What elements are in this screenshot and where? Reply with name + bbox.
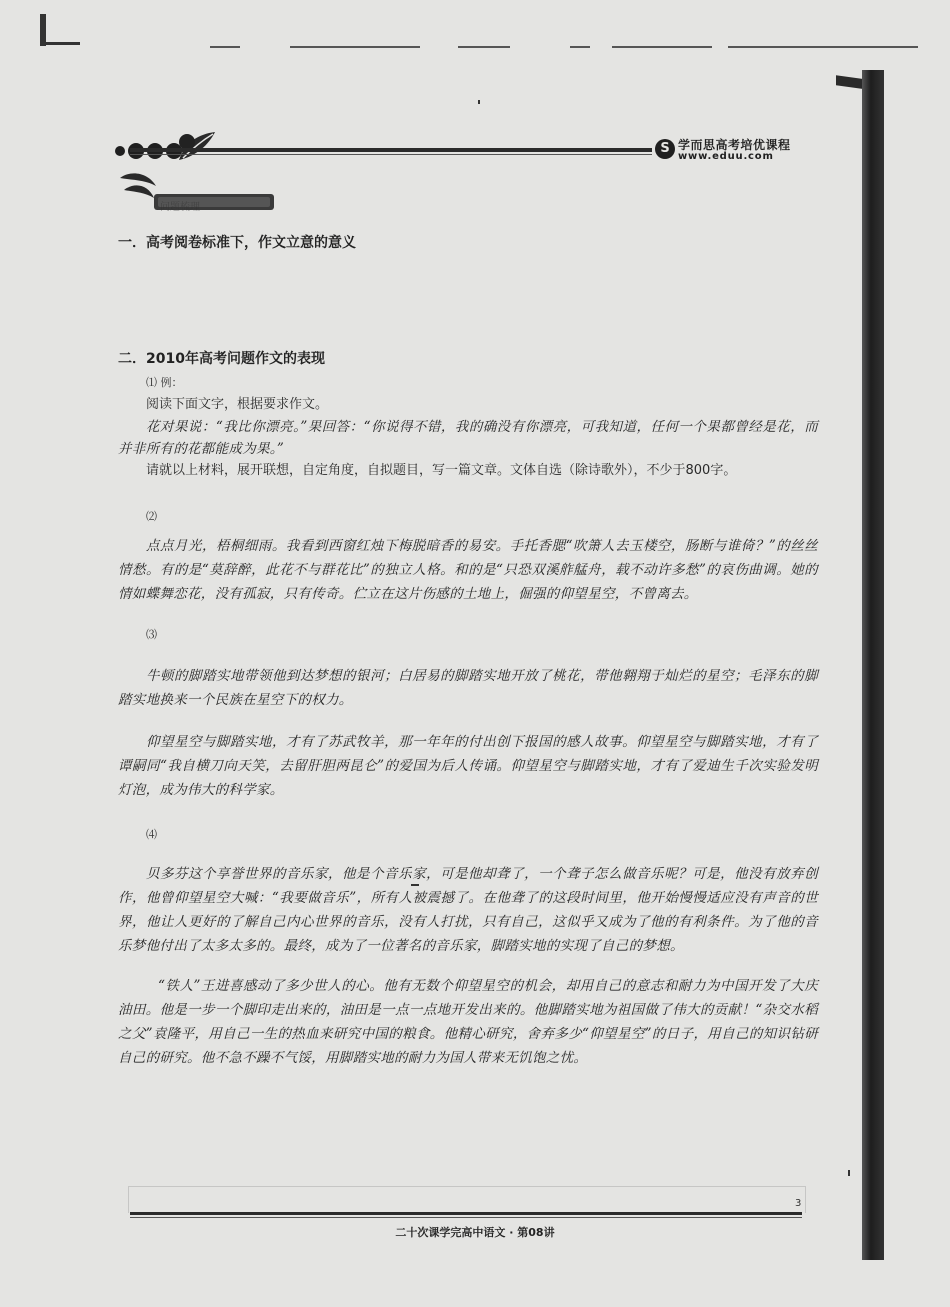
example-1-requirement: 请就以上材料，展开联想，自定角度，自拟题目，写一篇文章。文体自选（除诗歌外），不少于800字。 xyxy=(146,463,737,478)
scan-corner-mark xyxy=(40,42,80,45)
scan-edge-dash xyxy=(290,46,420,48)
scan-edge-dash xyxy=(728,46,918,48)
footer-rule-thin xyxy=(130,1217,802,1218)
scan-edge-dash xyxy=(210,46,240,48)
example-2-text: 点点月光，梧桐细雨。我看到西窗红烛下梅脱暗香的易安。手托香腮“吹箫人去玉楼空，肠断与谁倚？”的丝丝情愁。有的是“莫辞醉，此花不与群花比”的独立人格。和的是“只恐双溪舴艋舟，载不动许多愁”的哀伤曲调。她的情如蝶舞恋花，没有孤寂，只有传奇。伫立在这片伤感的土地上，倔强的仰望星空，不曾离去。 xyxy=(118,538,818,602)
footer-frame xyxy=(128,1186,806,1213)
brand-block xyxy=(655,133,800,169)
scan-edge-dash xyxy=(570,46,590,48)
header-rule xyxy=(130,148,652,152)
brand-logo-icon: S xyxy=(655,139,675,159)
example-4-paragraph-2: “铁人”王进喜感动了多少世人的心。他有无数个仰望星空的机会，却用自己的意志和耐力为中国开发了大庆油田。他是一步一个脚印走出来的，油田是一点一点地开发出来的。他脚踏实地为祖国做了伟大的贡献！“杂交水稻之父”袁隆平，用自己一生的热血来研究中国的粮食。他精心研究，舍弃多少“仰望星空”的日子，用自己的知识钻研自己的研究。他不急不躁不气馁，用脚踏实地的耐力为国人带来无饥饱之忧。 xyxy=(118,978,818,1066)
example-1-intro: 阅读下面文字，根据要求作文。 xyxy=(146,397,329,412)
footer-rule xyxy=(130,1212,802,1215)
footer-course-text: 二十次课学完高中语文 · 第08讲 xyxy=(395,1226,555,1239)
document-body xyxy=(118,232,818,1070)
binding-shadow xyxy=(862,70,884,1260)
example-1-number: ⑴ 例： xyxy=(146,376,183,389)
scan-speck xyxy=(848,1170,850,1176)
section-2-title: 二．2010年高考问题作文的表现 xyxy=(118,351,325,367)
brand-url: www.eduu.com xyxy=(678,151,774,162)
ornament-dot xyxy=(115,146,125,156)
example-3-paragraph-2: 仰望星空与脚踏实地，才有了苏武牧羊，那一年年的付出创下报国的感人故事。仰望星空与脚踏实地，才有了谭嗣同“我自横刀向天笑，去留肝胆两昆仑”的爱国为后人传诵。仰望星空与脚踏实地，才有了爱迪生千次实验发明灯泡，成为伟大的科学家。 xyxy=(118,734,818,798)
section-badge-label: 问题梳理 xyxy=(160,202,200,213)
example-3-number: ⑶ xyxy=(146,628,157,641)
example-3-paragraph-1: 牛顿的脚踏实地带领他到达梦想的银河；白居易的脚踏实地开放了桃花，带他翱翔于灿烂的星空；毛泽东的脚踏实地换来一个民族在星空下的权力。 xyxy=(118,668,818,708)
leaf-icon xyxy=(175,128,219,164)
example-4-number: ⑷ xyxy=(146,828,157,841)
section-1-title: 一．高考阅卷标准下，作文立意的意义 xyxy=(118,235,356,251)
header-rule-thin xyxy=(130,154,652,155)
scan-edge-dash xyxy=(458,46,510,48)
brand-name: 学而思高考培优课程 xyxy=(678,138,791,152)
example-2-number: ⑵ xyxy=(146,510,157,523)
example-1-quote: 花对果说：“我比你漂亮。”果回答：“你说得不错，我的确没有你漂亮，可我知道，任何一个果都曾经是花，而并非所有的花都能成为果。” xyxy=(118,419,818,457)
example-4-paragraph-1: 贝多芬这个享誉世界的音乐家，他是个音乐家，可是他却聋了，一个聋子怎么做音乐呢？可是，他没有放弃创作，他曾仰望星空大喊：“我要做音乐”，所有人被震撼了。在他聋了的这段时间里，他开始慢慢适应没有声音的世界，他让人更好的了解自己内心世界的音乐，没有人打扰，只有自己，这似乎又成为了他的有利条件。为了他的音乐梦他付出了太多太多的。最终，成为了一位著名的音乐家，脚踏实地的实现了自己的梦想。 xyxy=(118,866,818,954)
page-number: 3 xyxy=(795,1198,802,1209)
scan-edge-dash xyxy=(612,46,712,48)
scan-speck xyxy=(478,100,480,104)
